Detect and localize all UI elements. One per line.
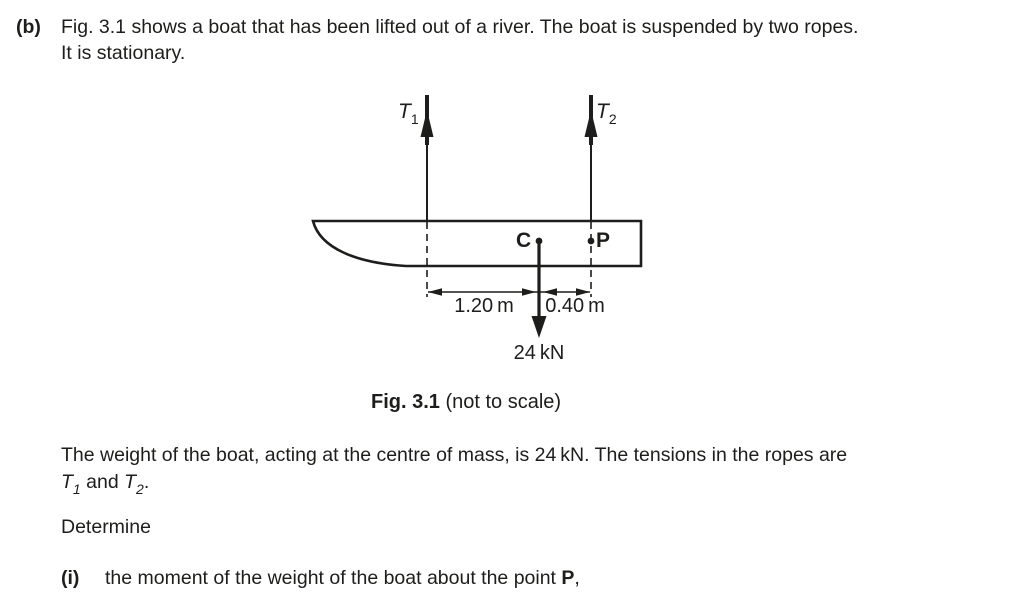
weight-paragraph-line-1: The weight of the boat, acting at the centre of mass, is 24 kN. The tensions in the ropes are: [61, 444, 848, 466]
intro-line-1: Fig. 3.1 shows a boat that has been lifted out of a river. The boat is suspended by two ropes.: [61, 16, 859, 38]
t1-subscript-inline: 1: [72, 481, 81, 497]
weight-arrowhead-down: [532, 316, 547, 338]
t2-symbol-inline: T: [124, 471, 137, 493]
weight-paragraph-line-2: [61, 469, 149, 496]
t1-symbol-inline: T: [61, 471, 73, 493]
t1-symbol: T: [398, 100, 411, 123]
t2-subscript-inline: 2: [136, 481, 144, 497]
intro-line-2: It is stationary.: [61, 42, 186, 64]
label-point-c: C: [516, 229, 532, 252]
joiner-text: and: [80, 471, 125, 493]
label-t2: [596, 100, 617, 127]
caption-note: (not to scale): [439, 391, 562, 413]
dim-arrow-left-end: [428, 288, 442, 296]
t2-subscript: 2: [608, 111, 617, 127]
item-i-text: [105, 565, 580, 591]
t1-arrowhead-up: [421, 110, 434, 137]
item-i-before: the moment of the weight of the boat about the point: [105, 567, 562, 589]
weight-arrow: [532, 241, 547, 338]
part-label: (b): [16, 16, 41, 38]
t2-symbol: T: [596, 100, 609, 123]
item-i-label: (i): [61, 567, 80, 589]
label-point-p: P: [596, 229, 611, 252]
determine-label: Determine: [61, 516, 151, 538]
caption-number: Fig. 3.1: [371, 391, 440, 413]
item-i-point: P: [561, 567, 575, 589]
point-p-dot: [588, 238, 595, 245]
terminator-text: .: [143, 471, 150, 493]
t1-subscript: 1: [410, 111, 419, 127]
dim-arrow-inner-left: [522, 288, 536, 296]
rope-t1: [421, 95, 434, 221]
label-weight: 24 kN: [513, 342, 565, 364]
label-dim-right: 0.40 m: [545, 295, 605, 317]
figure-caption: [371, 391, 561, 414]
label-dim-left: 1.20 m: [454, 295, 514, 317]
item-i-after: ,: [574, 567, 580, 589]
label-t1: [398, 100, 419, 127]
